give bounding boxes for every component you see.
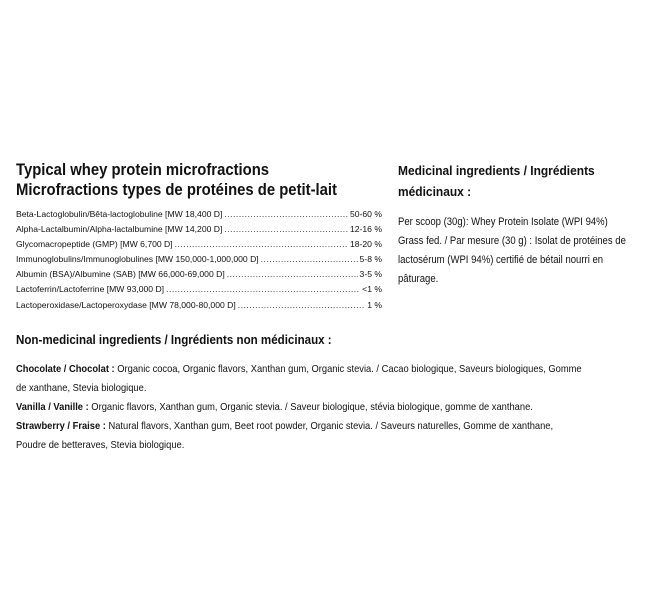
flavour-chocolate	[16, 360, 586, 398]
dot-leader	[261, 252, 358, 267]
microfraction-row	[16, 298, 382, 313]
flavour-strawberry	[16, 417, 586, 455]
microfraction-percent: 1 %	[367, 299, 382, 310]
dot-leader	[224, 222, 348, 237]
microfractions-title-fr: Microfractions types de protéines de petit-lait	[16, 181, 337, 199]
microfraction-name: Immunoglobulins/Immunoglobulines [MW 150,000-1,000,000 D]	[16, 254, 259, 265]
flavour-vanilla	[16, 398, 586, 417]
microfraction-row	[16, 237, 382, 252]
flavour-ingredients: Natural flavors, Xanthan gum, Beet root powder, Organic stevia. / Saveurs naturelles, Gomme de xanthane, Poudre de betteraves, Stevia biologique.	[16, 420, 554, 451]
microfraction-name: Lactoferrin/Lactoferrine [MW 93,000 D]	[16, 284, 165, 295]
microfraction-percent: 12-16 %	[349, 224, 382, 235]
dot-leader	[166, 282, 360, 297]
microfraction-row	[16, 267, 382, 282]
microfraction-row	[16, 252, 382, 267]
medicinal-text: Per scoop (30g): Whey Protein Isolate (WPI 94%) Grass fed. / Par mesure (30 g) : Isolat de protéines de lactosérum (WPI 94%) certifié de bétail nourri en pâturage.	[398, 216, 626, 285]
flavour-ingredients: Organic flavors, Xanthan gum, Organic stevia. / Saveur biologique, stévia biologique, gomme de xanthane.	[88, 401, 533, 413]
microfraction-percent: 3-5 %	[359, 269, 382, 280]
microfraction-name: Glycomacropeptide (GMP) [MW 6,700 D]	[16, 239, 173, 250]
microfraction-row	[16, 207, 382, 222]
microfraction-name: Alpha-Lactalbumin/Alpha-lactalbumine [MW 14,200 D]	[16, 224, 223, 235]
microfractions-list	[16, 207, 382, 313]
flavour-label: Strawberry / Fraise :	[16, 420, 106, 432]
microfractions-title-en: Typical whey protein microfractions	[16, 161, 270, 179]
microfraction-percent: 50-60 %	[349, 209, 382, 219]
medicinal-section	[398, 160, 638, 289]
dot-leader	[227, 267, 358, 282]
microfraction-name: Lactoperoxidase/Lactoperoxydase [MW 78,000-80,000 D]	[16, 299, 236, 310]
flavour-ingredients: Organic cocoa, Organic flavors, Xanthan gum, Organic stevia. / Cacao biologique, Saveurs biologiques, Gomme de xanthane, Stevia biologique.	[16, 363, 582, 394]
dot-leader	[238, 298, 365, 313]
microfraction-percent: 5-8 %	[359, 254, 382, 265]
flavour-label: Chocolate / Chocolat :	[16, 363, 115, 375]
dot-leader	[175, 237, 348, 252]
dot-leader	[224, 207, 348, 222]
microfraction-row	[16, 282, 382, 297]
microfraction-row	[16, 222, 382, 237]
non-medicinal-section	[16, 331, 586, 455]
medicinal-heading: Medicinal ingredients / Ingrédients médicinaux :	[398, 163, 595, 199]
microfraction-name: Beta-Lactoglobulin/Bêta-lactoglobuline [MW 18,400 D]	[16, 209, 223, 219]
microfraction-percent: 18-20 %	[349, 239, 382, 250]
microfraction-percent: <1 %	[362, 284, 382, 295]
microfractions-section	[16, 160, 382, 313]
non-medicinal-heading: Non-medicinal ingredients / Ingrédients non médicinaux :	[16, 332, 332, 347]
flavour-label: Vanilla / Vanille :	[16, 401, 89, 413]
microfraction-name: Albumin (BSA)/Albumine (SAB) [MW 66,000-69,000 D]	[16, 269, 225, 280]
